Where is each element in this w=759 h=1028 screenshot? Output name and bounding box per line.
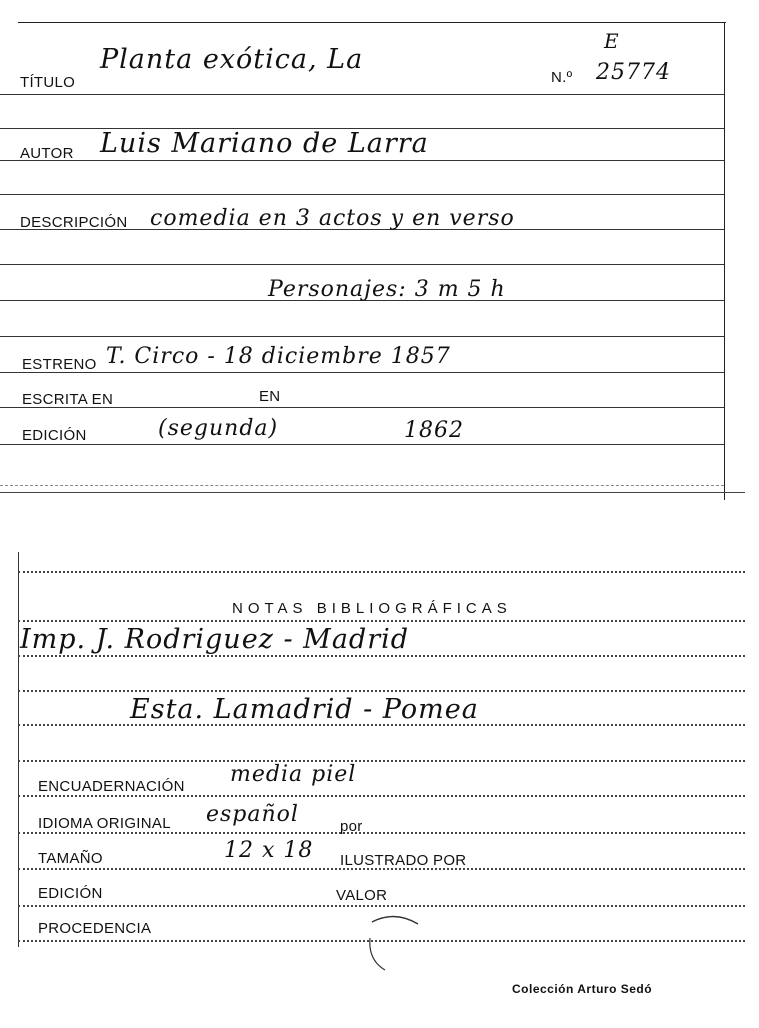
idioma-label: IDIOMA ORIGINAL <box>38 815 171 832</box>
card-separator <box>0 492 745 493</box>
edicion-label: EDICIÓN <box>22 427 87 444</box>
back-card-left-edge <box>18 552 19 947</box>
rule-line <box>0 194 724 195</box>
ink-stain-mark <box>360 908 430 978</box>
dotted-rule <box>18 655 745 657</box>
dotted-rule <box>18 832 745 834</box>
escrita-label: ESCRITA EN <box>22 391 114 408</box>
coleccion-stamp: Colección Arturo Sedó <box>512 982 653 996</box>
card-bottom-edge <box>0 485 724 486</box>
titulo-value: Planta exótica, La <box>100 44 364 75</box>
autor-value: Luis Mariano de Larra <box>100 128 429 159</box>
nota-imprenta: Imp. J. Rodriguez - Madrid <box>20 624 410 655</box>
encuadernacion-value: media piel <box>230 762 357 787</box>
personajes-value: Personajes: 3 m 5 h <box>268 277 506 302</box>
card-right-border <box>724 22 725 500</box>
back-edicion-label: EDICIÓN <box>38 885 103 902</box>
dotted-rule <box>18 795 745 797</box>
notas-title: NOTAS BIBLIOGRÁFICAS <box>232 600 512 617</box>
tamano-value: 12 x 18 <box>224 838 314 863</box>
tamano-label: TAMAÑO <box>38 850 103 867</box>
numero-value: 25774 <box>596 60 671 85</box>
dotted-rule <box>18 620 745 622</box>
numero-mark: E <box>604 29 620 53</box>
en-label: EN <box>259 388 281 405</box>
dotted-rule <box>18 690 745 692</box>
card-top-border <box>18 22 726 23</box>
dotted-rule <box>18 571 745 573</box>
dotted-rule <box>18 760 745 762</box>
titulo-label: TÍTULO <box>20 74 76 91</box>
rule-line <box>0 94 724 95</box>
estreno-label: ESTRENO <box>22 356 97 373</box>
rule-line <box>0 336 724 337</box>
autor-label: AUTOR <box>20 145 74 162</box>
ilustrado-label: ILUSTRADO POR <box>340 852 467 869</box>
edicion-value: (segunda) <box>158 416 279 441</box>
encuadernacion-label: ENCUADERNACIÓN <box>38 778 185 795</box>
dotted-rule <box>18 905 745 907</box>
numero-label: N.º <box>551 69 573 86</box>
nota-establecimiento: Esta. Lamadrid - Pomea <box>130 694 479 725</box>
valor-label: VALOR <box>336 887 388 904</box>
descripcion-value: comedia en 3 actos y en verso <box>150 206 515 231</box>
descripcion-label: DESCRIPCIÓN <box>20 214 128 231</box>
front-card <box>0 0 759 495</box>
idioma-value: español <box>206 802 299 827</box>
edicion-year: 1862 <box>404 418 464 443</box>
procedencia-label: PROCEDENCIA <box>38 920 152 937</box>
rule-line <box>0 372 724 373</box>
rule-line <box>0 444 724 445</box>
rule-line <box>0 264 724 265</box>
rule-line <box>0 160 724 161</box>
por-label: por <box>340 818 363 835</box>
estreno-value: T. Circo - 18 diciembre 1857 <box>106 344 451 369</box>
